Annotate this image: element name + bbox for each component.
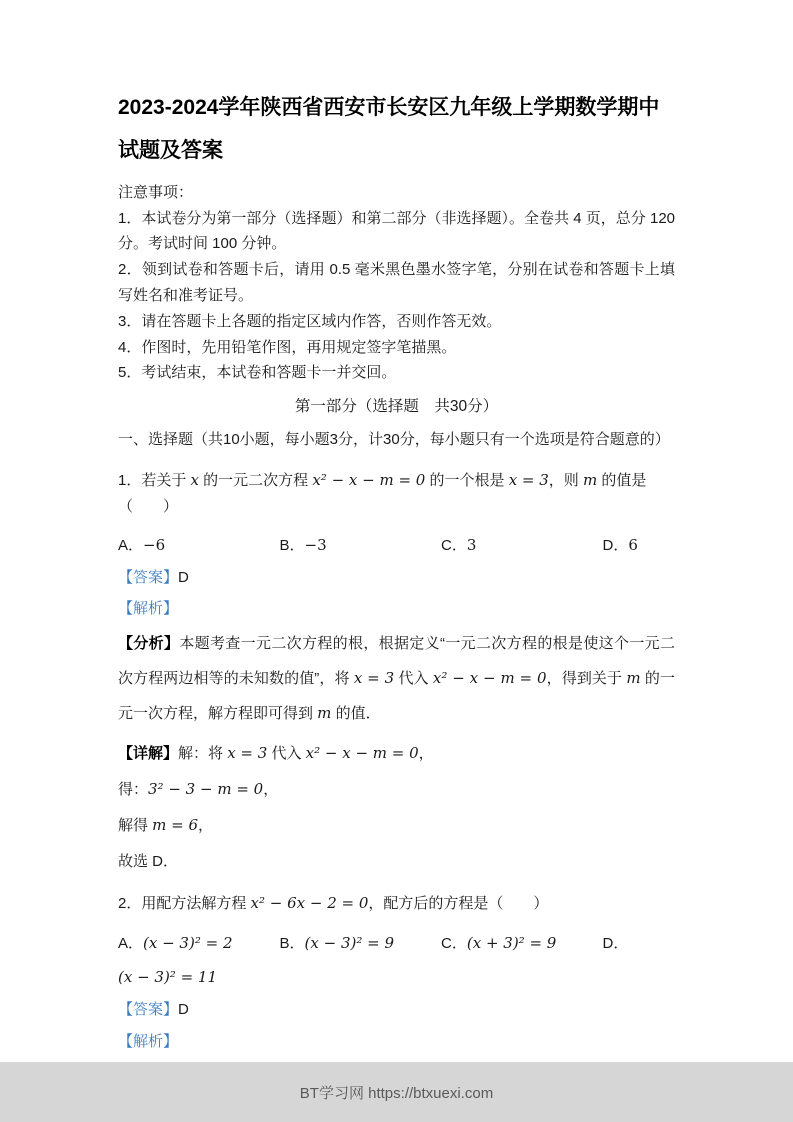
analysis-paragraph (118, 626, 675, 732)
detail-intro-line (118, 740, 675, 767)
detail-math: x = 3 (227, 744, 268, 763)
notice-item-2: 2．领到试卷和答题卡后，请用 0.5 毫米黑色墨水签字笔，分别在试卷和答题卡上填写姓名和准考证号。 (118, 261, 675, 304)
analysis-heading: 【解析】 (118, 1032, 179, 1050)
option-b (280, 533, 442, 559)
option-label: C． (441, 537, 467, 555)
notice-item-5: 5．考试结束，本试卷和答题卡一并交回。 (118, 364, 397, 382)
stem-text: 2．用配方法解方程 (118, 895, 251, 913)
detail-text: 解得 (118, 817, 153, 835)
option-value: 3 (466, 536, 477, 555)
answer-label: 【答案】 (118, 1001, 179, 1019)
notice-item-3: 3．请在答题卡上各题的指定区域内作答，否则作答无效。 (118, 312, 502, 330)
answer-label: 【答案】 (118, 568, 179, 586)
stem-text: 的一元二次方程 (198, 472, 313, 490)
footer-watermark (0, 1062, 793, 1122)
detail-math: x² − x − m = 0 (305, 744, 419, 763)
detail-math: m = 6 (152, 816, 199, 835)
option-value: (x − 3)² = 9 (304, 933, 395, 952)
answer-line (118, 565, 675, 591)
question-1-stem (118, 468, 675, 519)
stem-text: 1．若关于 (118, 472, 191, 490)
detail-text: ， (418, 745, 434, 763)
analysis-math: m (626, 668, 641, 687)
stem-math: m (582, 471, 598, 490)
footer-text: BT学习网 https://btxuexi.com (299, 1084, 494, 1102)
page-title: 2023-2024学年陕西省西安市长安区九年级上学期数学期中试题及答案 (118, 96, 660, 163)
notice-item-4: 4．作图时，先用铅笔作图，再用规定签字笔描黑。 (118, 338, 457, 356)
detail-text: 解：将 (178, 745, 228, 763)
stem-text: ，配方后的方程是（ ） (368, 895, 549, 913)
detail-label: 【详解】 (118, 745, 179, 763)
analysis-text: 代入 (394, 669, 433, 687)
detail-step-3 (118, 848, 675, 875)
option-value: −3 (304, 536, 327, 555)
analysis-heading-line (118, 596, 675, 622)
stem-text: 的值是（ ） (118, 472, 647, 515)
analysis-text: ，得到关于 (546, 669, 627, 687)
answer-value: D (178, 568, 189, 586)
detail-text: ， (198, 817, 214, 835)
question-1 (118, 468, 675, 875)
analysis-text: 本题考查一元二次方程的根，根据定义“一元二次方程的根是使这个一元二次方程两边相等的未知数的值”，将 (118, 634, 675, 687)
question-2-stem (118, 891, 675, 917)
stem-math: x² − x − m = 0 (312, 471, 426, 490)
question-1-options (118, 533, 675, 559)
detail-text: 得： (118, 781, 149, 799)
part-heading: 第一部分（选择题 共30分） (294, 398, 499, 416)
analysis-math: x² − x − m = 0 (432, 668, 547, 687)
analysis-math: m (317, 704, 332, 723)
answer-line (118, 997, 675, 1023)
option-value: −6 (143, 536, 166, 555)
option-c (441, 931, 603, 957)
option-label: B． (279, 537, 305, 555)
option-label: D． (602, 934, 629, 952)
analysis-heading-line (118, 1029, 675, 1055)
stem-math: x² − 6x − 2 = 0 (250, 894, 369, 913)
option-value: 6 (628, 536, 638, 555)
option-d (603, 533, 675, 559)
notice-item-1: 1．本试卷分为第一部分（选择题）和第二部分（非选择题）。全卷共 4 页，总分 120 分。考试时间 100 分钟。 (118, 209, 675, 253)
option-c (441, 533, 603, 559)
detail-text: ， (263, 781, 279, 799)
option-a (118, 533, 280, 559)
option-label: A． (118, 934, 144, 952)
detail-step-2 (118, 812, 675, 839)
notice-heading: 注意事项： (118, 184, 194, 202)
analysis-heading: 【解析】 (118, 600, 179, 618)
option-value: (x − 3)² = 11 (118, 968, 218, 987)
option-value: (x + 3)² = 9 (466, 933, 557, 952)
option-d (603, 931, 675, 957)
analysis-math: x = 3 (353, 668, 395, 687)
option-label: A． (118, 537, 144, 555)
option-label: C． (441, 934, 467, 952)
option-d-wrapped-value (118, 964, 675, 991)
analysis-text: 的一元一次方程，解方程即可得到 (118, 669, 676, 723)
detail-math: 3² − 3 − m = 0 (148, 780, 264, 799)
detail-text: 故选 D． (118, 853, 179, 871)
option-b (280, 931, 442, 957)
stem-text: 的一个根是 (425, 472, 509, 490)
stem-text: ，则 (548, 472, 583, 490)
answer-value: D (178, 1001, 189, 1019)
option-label: B． (279, 934, 305, 952)
option-a (118, 931, 280, 957)
analysis-label: 【分析】 (118, 634, 180, 652)
stem-math: x (190, 471, 199, 490)
question-2-options (118, 931, 675, 957)
option-label: D． (602, 537, 629, 555)
section-heading: 一、选择题（共10小题，每小题3分，计30分，每小题只有一个选项是符合题意的） (118, 430, 670, 448)
stem-math: x = 3 (508, 471, 549, 490)
option-value: (x − 3)² = 2 (143, 933, 233, 952)
detail-step-1 (118, 776, 675, 803)
detail-text: 代入 (267, 745, 306, 763)
analysis-text: 的值． (331, 705, 381, 723)
